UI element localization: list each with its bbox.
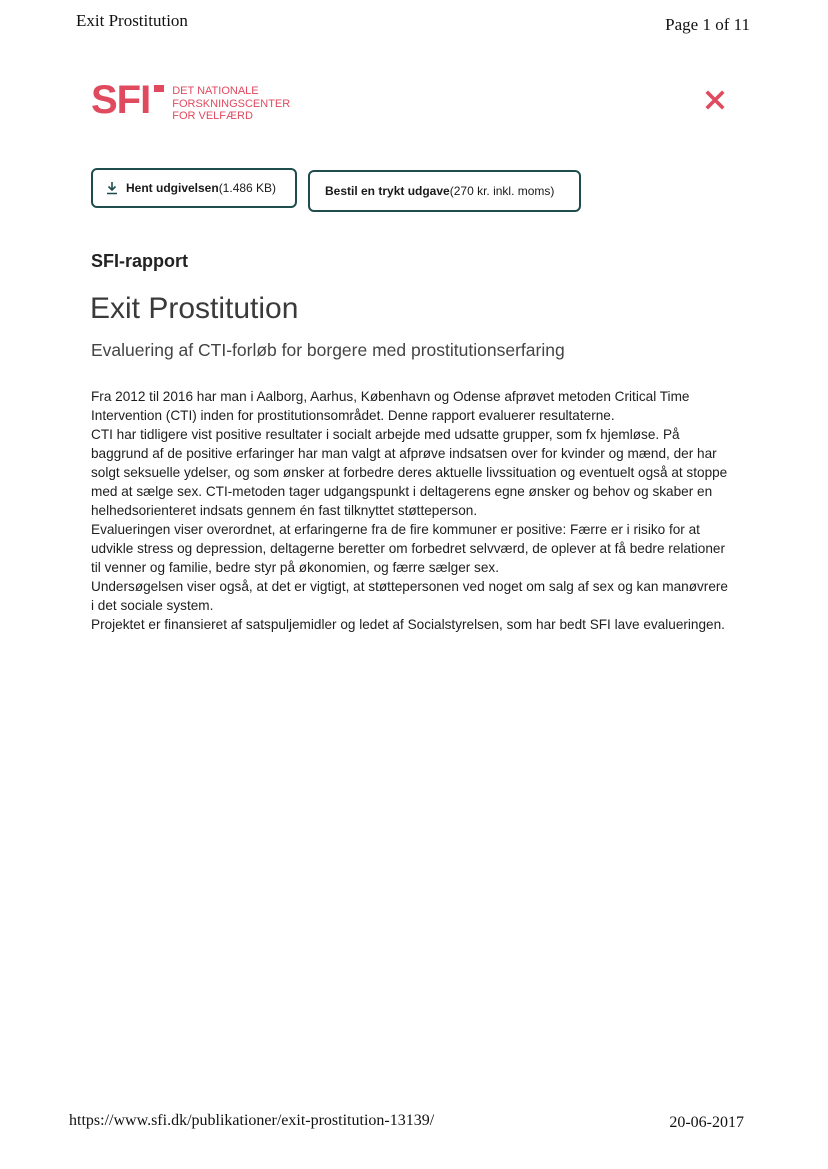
description-paragraph: Evalueringen viser overordnet, at erfaringerne fra de fire kommuner er positive: Færre er i risiko for at udvikle stress og depression, deltagerne beretter om forbedret selvværd, de oplever at få bedre relationer til venner og familie, bedre styr på økonomien, og færre sælger sex. [91,522,725,575]
download-button-label: Hent udgivelsen [126,181,219,195]
description-paragraph: Fra 2012 til 2016 har man i Aalborg, Aarhus, København og Odense afprøvet metoden Critical Time Intervention (CTI) inden for prostitutionsområdet. Denne rapport evaluerer resultaterne. [91,389,690,423]
close-icon[interactable] [704,89,726,111]
print-footer-url: https://www.sfi.dk/publikationer/exit-prostitution-13139/ [69,1112,435,1129]
order-button-label: Bestil en trykt udgave [325,184,450,198]
print-header-page-number: Page 1 of 11 [665,15,750,34]
logo-line-2: FORSKNINGSCENTER [172,97,291,110]
report-type-label: SFI-rapport [91,251,188,271]
report-description [91,387,731,634]
flag-icon [154,85,164,92]
description-paragraph: CTI har tidligere vist positive resultater i socialt arbejde med udsatte grupper, som fx hjemløse. På baggrund af de positive erfaringer har man valgt at afprøve indsatsen over for kvinder og mænd, der har solgt seksuelle ydelser, og som ønsker at forbedre deres aktuelle livssituation og eventuelt også at stoppe med at sælge sex. CTI-metoden tager udgangspunkt i deltagerens egne ønsker og behov og skaber en helhedsorienteret indsats gennem én fast tilknyttet støtteperson. [91,427,728,518]
description-paragraph: Undersøgelsen viser også, at det er vigtigt, at støttepersonen ved noget om salg af sex og kan manøvrere i det sociale system. [91,579,728,613]
download-file-size: (1.486 KB) [218,181,277,195]
download-publication-button[interactable] [91,168,297,208]
order-price: (270 kr. inkl. moms) [449,184,555,198]
print-footer-date: 20-06-2017 [669,1114,744,1131]
logo-mark: SFI [91,78,151,122]
page-subtitle: Evaluering af CTI-forløb for borgere med prostitutionserfaring [91,340,565,360]
logo-line-3: FOR VELFÆRD [172,110,253,122]
logo-line-1: DET NATIONALE [172,85,259,97]
print-header-title: Exit Prostitution [76,11,188,30]
page-title: Exit Prostitution [90,292,299,325]
download-icon [106,181,118,195]
logo-text [172,85,290,123]
order-printed-copy-button[interactable] [308,170,581,212]
description-paragraph: Projektet er finansieret af satspuljemidler og ledet af Socialstyrelsen, som har bedt SFI lave evalueringen. [91,617,725,632]
sfi-logo[interactable] [91,80,290,123]
